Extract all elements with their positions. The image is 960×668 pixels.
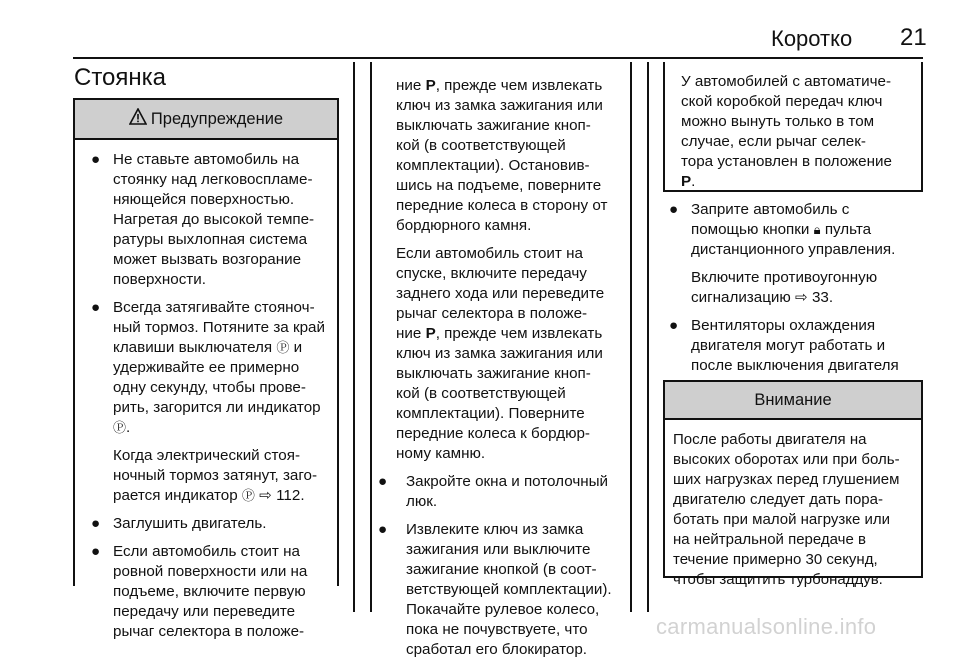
text-line: Ⓟ.: [113, 419, 131, 436]
text-line: Вентиляторы охлаждения: [691, 317, 876, 334]
header-rule: [73, 57, 923, 59]
text-line: Не ставьте автомобиль на: [113, 151, 300, 168]
text-line: может вызвать возгорание: [113, 251, 302, 268]
column-3: [663, 200, 923, 404]
text-line: передачу или переведите: [113, 603, 296, 620]
text-line: Если автомобиль стоит на: [113, 543, 300, 560]
text-line: Закройте окна и потолочный: [406, 473, 609, 490]
text-line: зажигания или выключите: [406, 541, 591, 558]
caution-title: Внимание: [754, 391, 832, 409]
text-line: Если автомобиль стоит на: [396, 245, 583, 262]
bullet-engine-off: ● Заглушить двигатель.: [85, 514, 327, 534]
text-line: спуске, включите передачу: [396, 265, 587, 282]
bullet-cooling-fans: ● Вентиляторы охлаждения двигателя могут работать и после выключения двигателя: [663, 316, 923, 396]
text-line: после выключения двигателя: [691, 357, 899, 374]
text-line: ратуры выхлопная система: [113, 231, 308, 248]
caution-box: [663, 380, 923, 588]
warning-box: [73, 98, 339, 640]
bullet-lock-car: ● Заприте автомобиль с помощью кнопки 🔒︎ пульта дистанционного управления. Включите противоугонную сигнализацию ⇨ 33.: [663, 200, 923, 308]
text-line: кой (в соответствующей: [396, 137, 566, 154]
text-line: Нагретая до высокой темпе-: [113, 211, 315, 228]
text-line: зажигание кнопкой (в соот-: [406, 561, 597, 578]
text-line: на нейтральной передаче в: [673, 531, 866, 548]
note-box: [663, 62, 923, 192]
warning-triangle-icon: [129, 108, 147, 130]
text-line: няющейся поверхностью.: [113, 191, 295, 208]
warning-title: Предупреждение: [150, 110, 284, 128]
text-line: высоких оборотах или при боль-: [673, 451, 900, 468]
lock-icon: 🔒︎: [813, 222, 821, 237]
text-line: выключать зажигание кноп-: [396, 117, 591, 134]
text-line: Когда электрический стоя-: [113, 447, 300, 464]
text-line: шись на подъеме, поверните: [396, 177, 602, 194]
warning-bullet: ● Не ставьте автомобиль на стоянку над легковоспламе- няющейся поверхностью. Нагретая до высокой темпе- ратуры выхлопная система может вызвать возгорание поверхности.: [85, 150, 327, 290]
text-line: кой (в соответствующей: [396, 385, 566, 402]
text-line: Заприте автомобиль с: [691, 201, 850, 218]
text-line: ветствующей комплектации).: [406, 581, 612, 598]
text-line: заднего хода или переведите: [396, 285, 605, 302]
text-line: тора установлен в положение: [681, 153, 892, 170]
text-line: пока не почувствуете, что: [406, 621, 588, 638]
warning-header: [75, 100, 337, 140]
text-line: рычаг селектора в положе-: [113, 623, 305, 640]
text-line: ние P, прежде чем извлекать: [396, 325, 603, 342]
text-line: чтобы защитить турбонаддув.: [673, 571, 883, 588]
text-line: ключ из замка зажигания или: [396, 97, 603, 114]
text-line: люк.: [406, 493, 438, 510]
page-ref-arrow-icon: ⇨: [259, 487, 272, 504]
text-line: подъеме, включите первую: [113, 583, 306, 600]
text-line: P.: [681, 173, 696, 190]
bullet-remove-key: ● Извлеките ключ из замка зажигания или выключите зажигание кнопкой (в соот- ветствующей комплектации). Покачайте рулевое колесо, пока не почувствуете, что сработал его блокиратор.: [384, 520, 628, 660]
text-line: можно вынуть только в том: [681, 113, 875, 130]
bullet-level-ground: ● Если автомобиль стоит на ровной поверхности или на подъеме, включите первую передачу или переведите рычаг селектора в положе-: [85, 542, 327, 642]
text-line: ние P, прежде чем извлекать: [396, 77, 603, 94]
text-line: случае, если рычаг селек-: [681, 133, 866, 150]
text-line: Покачайте рулевое колесо,: [406, 601, 600, 618]
text-line: рается индикатор Ⓟ ⇨ 112.: [113, 487, 305, 504]
text-line: течение примерно 30 секунд,: [673, 551, 878, 568]
text-line: рычаг селектора в положе-: [396, 305, 588, 322]
parking-brake-icon: Ⓟ: [276, 340, 290, 355]
text-line: Всегда затягивайте стояноч-: [113, 299, 315, 316]
parking-brake-icon: Ⓟ: [241, 488, 255, 503]
text-line: ской коробкой передач ключ: [681, 93, 883, 110]
text-line: передние колеса к бордюр-: [396, 425, 590, 442]
text-line: удерживайте ее примерно: [113, 359, 300, 376]
text-line: Включите противоугонную: [691, 269, 878, 286]
text-line: поверхности.: [113, 271, 206, 288]
text-line: ключ из замка зажигания или: [396, 345, 603, 362]
text-line: дистанционного управления.: [691, 241, 896, 258]
column-2: [378, 76, 628, 668]
text-line: сработал его блокиратор.: [406, 641, 588, 658]
column-divider-2: [370, 62, 372, 612]
text-line: Заглушить двигатель.: [113, 515, 267, 532]
page-ref-arrow-icon: ⇨: [795, 289, 808, 306]
text-line: стоянку над легковоспламе-: [113, 171, 313, 188]
watermark: carmanualsonline.info: [656, 614, 877, 639]
bullet-close-windows: ● Закройте окна и потолочный люк.: [384, 472, 628, 512]
text-line: клавиши выключателя Ⓟ и: [113, 339, 303, 356]
text-line: ровной поверхности или на: [113, 563, 308, 580]
text-line: помощью кнопки 🔒︎ пульта: [691, 221, 872, 238]
text-line: ный тормоз. Потяните за край: [113, 319, 325, 336]
text-line: После работы двигателя на: [673, 431, 867, 448]
header-title: Коротко: [771, 26, 853, 51]
column-divider-3: [630, 62, 632, 612]
text-line: сигнализацию ⇨ 33.: [691, 289, 834, 306]
text-line: ному камню.: [396, 445, 486, 462]
page-number: 21: [900, 24, 927, 51]
caution-header: [665, 382, 921, 420]
text-line: комплектации). Поверните: [396, 405, 585, 422]
section-title: Стоянка: [74, 64, 167, 91]
parking-brake-icon: Ⓟ: [113, 420, 127, 435]
text-line: ших нагрузках перед глушением: [673, 471, 900, 488]
text-line: рить, загорится ли индикатор: [113, 399, 321, 416]
bullet-parking-brake: ● Всегда затягивайте стояноч- ный тормоз. Потяните за край клавиши выключателя Ⓟ и удерживайте ее примерно одну секунду, чтобы прове- рить, загорится ли индикатор Ⓟ. Когда электрический стоя- ночный тормоз затянут, заго- рается индикатор Ⓟ ⇨ 112.: [91, 299, 325, 504]
column-divider-1: [353, 62, 355, 612]
text-line: одну секунду, чтобы прове-: [113, 379, 306, 396]
text-line: ботать при малой нагрузке или: [673, 511, 891, 528]
text-line: Извлеките ключ из замка: [406, 521, 584, 538]
column-divider-4: [647, 62, 649, 612]
text-line: комплектации). Остановив-: [396, 157, 590, 174]
text-line: двигателю следует дать пора-: [673, 491, 883, 508]
text-line: бордюрного камня.: [396, 217, 532, 234]
text-line: У автомобилей с автоматиче-: [681, 73, 891, 90]
text-line: ночный тормоз затянут, заго-: [113, 467, 318, 484]
text-line: передние колеса в сторону от: [396, 197, 608, 214]
text-line: двигателя могут работать и: [691, 337, 886, 354]
text-line: выключать зажигание кноп-: [396, 365, 591, 382]
